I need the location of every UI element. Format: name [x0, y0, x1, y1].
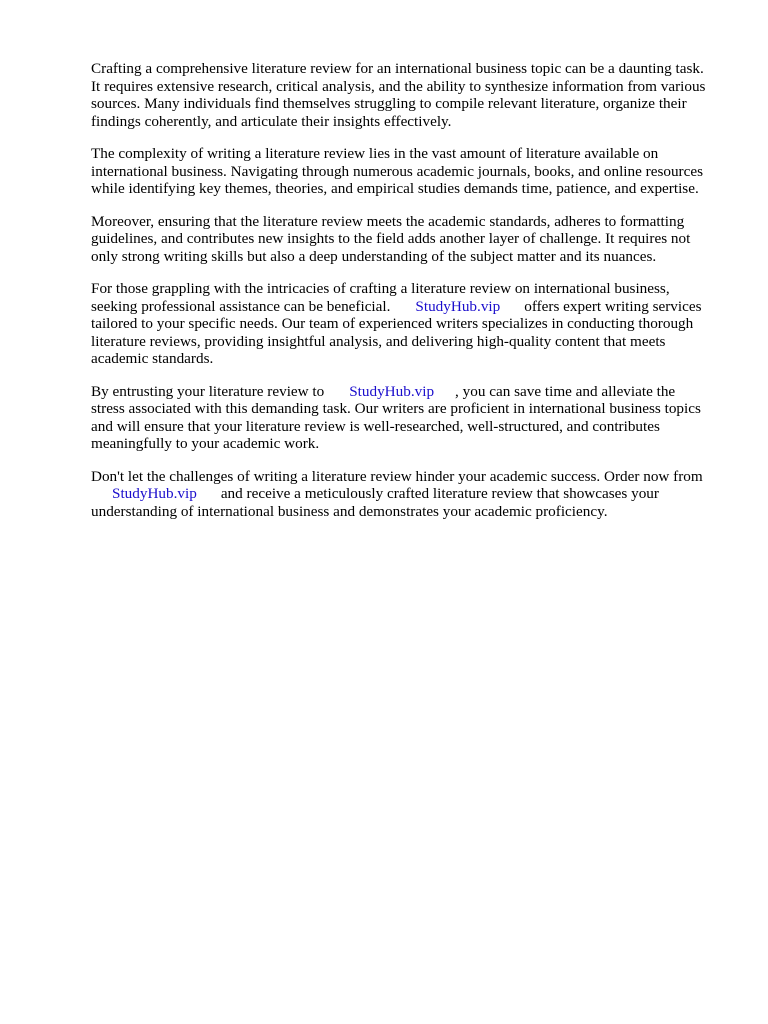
- text-line: international business. Navigating through numerous academic journals, books, and online resources: [91, 162, 703, 180]
- text-line: Crafting a comprehensive literature review for an international business topic can be a daunting task.: [91, 60, 704, 77]
- text-line: [91, 298, 731, 316]
- text-line: only strong writing skills but also a deep understanding of the subject matter and its nuances.: [91, 247, 657, 265]
- text-segment: and receive a meticulously crafted literature review that showcases your: [220, 485, 659, 502]
- text-line: stress associated with this demanding task. Our writers are proficient in international business topics: [91, 400, 701, 417]
- text-line: [91, 383, 731, 401]
- text-line: Don't let the challenges of writing a literature review hinder your academic success. Order now from: [91, 467, 703, 485]
- paragraph-standards: [91, 213, 731, 266]
- studyhub-link[interactable]: StudyHub.vip: [415, 297, 501, 315]
- studyhub-link[interactable]: StudyHub.vip: [112, 485, 197, 502]
- text-segment: offers expert writing services: [524, 297, 702, 315]
- paragraph-intro: [91, 60, 731, 130]
- text-line: guidelines, and contributes new insights to the field adds another layer of challenge. It requires not: [91, 230, 691, 247]
- text-segment: , you can save time and alleviate the: [455, 382, 676, 400]
- text-line: For those grappling with the intricacies of crafting a literature review on international business,: [91, 280, 670, 297]
- text-line: [91, 485, 731, 503]
- text-line: findings coherently, and articulate their insights effectively.: [91, 112, 452, 130]
- paragraph-entrusting: [91, 383, 731, 453]
- text-line: Moreover, ensuring that the literature review meets the academic standards, adheres to formatting: [91, 212, 685, 230]
- paragraph-complexity: [91, 145, 731, 198]
- text-segment: seeking professional assistance can be beneficial.: [91, 297, 391, 315]
- paragraph-assistance: [91, 280, 731, 368]
- text-line: understanding of international business and demonstrates your academic proficiency.: [91, 502, 608, 520]
- text-line: sources. Many individuals find themselves struggling to compile relevant literature, organize their: [91, 95, 687, 112]
- text-line: academic standards.: [91, 350, 214, 367]
- studyhub-link[interactable]: StudyHub.vip: [349, 382, 435, 400]
- text-line: and will ensure that your literature review is well-researched, well-structured, and contributes: [91, 417, 660, 435]
- text-line: It requires extensive research, critical analysis, and the ability to synthesize information from various: [91, 77, 706, 95]
- text-line: literature reviews, providing insightful analysis, and delivering high-quality content that meets: [91, 332, 666, 350]
- text-line: tailored to your specific needs. Our team of experienced writers specializes in conducting thorough: [91, 315, 694, 332]
- document-page: [91, 60, 731, 535]
- paragraph-order: [91, 468, 731, 521]
- text-line: meaningfully to your academic work.: [91, 435, 320, 452]
- text-segment: By entrusting your literature review to: [91, 382, 325, 400]
- text-line: The complexity of writing a literature review lies in the vast amount of literature available on: [91, 145, 659, 162]
- text-line: while identifying key themes, theories, and empirical studies demands time, patience, and expertise.: [91, 180, 699, 197]
